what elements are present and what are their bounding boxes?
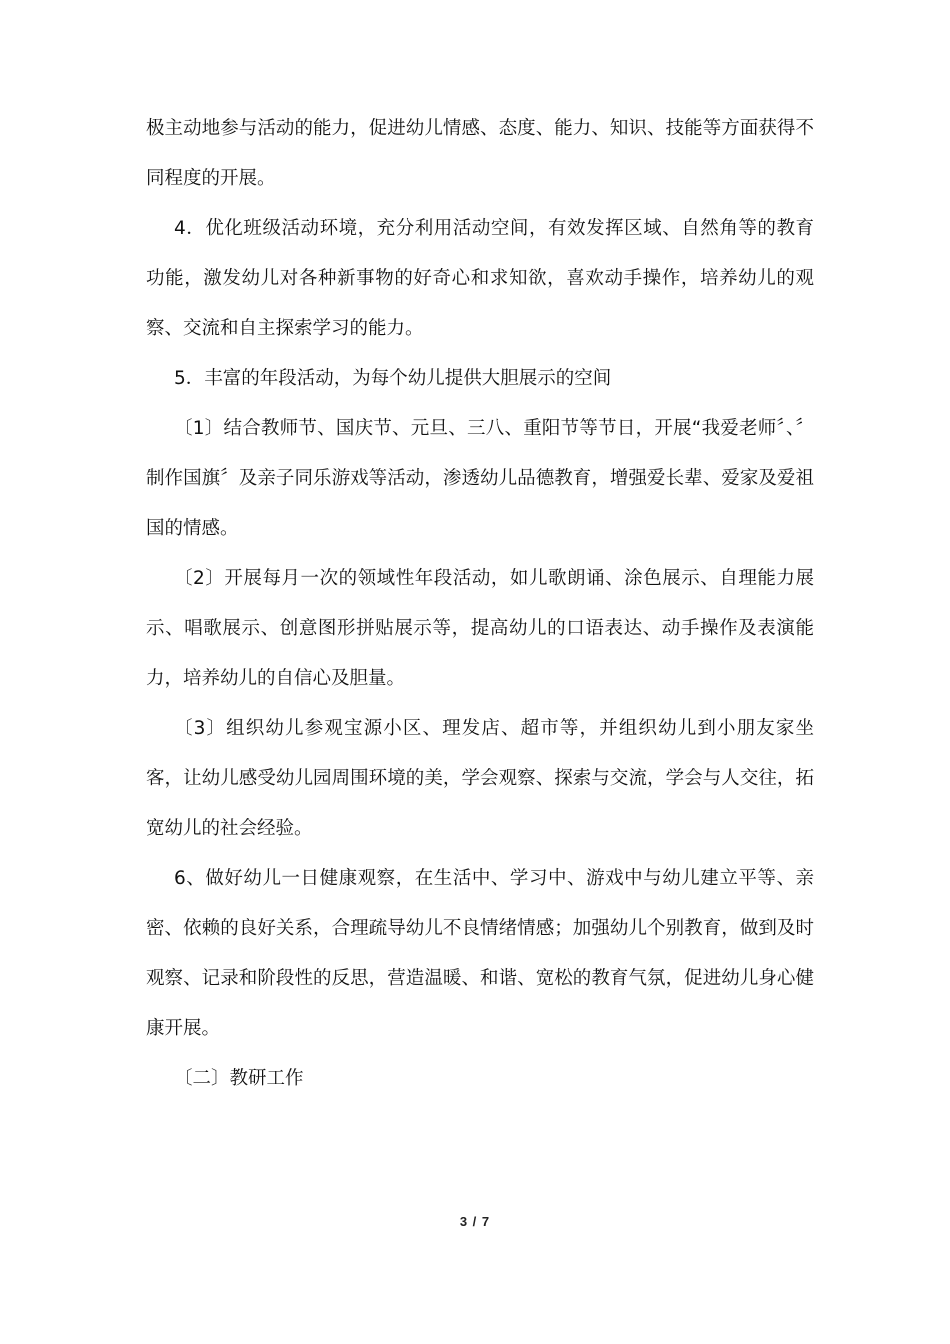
document-body [146,104,814,1104]
page-number: 3 / 7 [459,1214,491,1229]
paragraph-subitem-1: 〔1〕结合教师节、国庆节、元旦、三八、重阳节等节日，开展“我爱老师〞、〞制作国旗〞及亲子同乐游戏等活动，渗透幼儿品德教育，增强爱长辈、爱家及爱祖国的情感。 [146,418,814,539]
paragraph-continuation: 极主动地参与活动的能力，促进幼儿情感、态度、能力、知识、技能等方面获得不同程度的开展。 [146,118,814,189]
paragraph-subitem-2: 〔2〕开展每月一次的领域性年段活动，如儿歌朗诵、涂色展示、自理能力展示、唱歌展示、创意图形拼贴展示等，提高幼儿的口语表达、动手操作及表演能力，培养幼儿的自信心及胆量。 [146,568,814,689]
section-heading: 〔二〕教研工作 [174,1068,304,1089]
paragraph-item-6: 6、做好幼儿一日健康观察，在生活中、学习中、游戏中与幼儿建立平等、亲密、依赖的良好关系，合理疏导幼儿不良情绪情感；加强幼儿个别教育，做到及时观察、记录和阶段性的反思，营造温暖、和谐、宽松的教育气氛，促进幼儿身心健康开展。 [146,868,814,1039]
paragraph-item-5: 5．丰富的年段活动，为每个幼儿提供大胆展示的空间 [174,368,612,389]
paragraph-item-4: 4．优化班级活动环境，充分利用活动空间，有效发挥区域、自然角等的教育功能，激发幼儿对各种新事物的好奇心和求知欲，喜欢动手操作，培养幼儿的观察、交流和自主探索学习的能力。 [146,218,814,339]
paragraph-subitem-3: 〔3〕组织幼儿参观宝源小区、理发店、超市等，并组织幼儿到小朋友家坐客，让幼儿感受幼儿园周围环境的美，学会观察、探索与交流，学会与人交往，拓宽幼儿的社会经验。 [146,718,814,839]
